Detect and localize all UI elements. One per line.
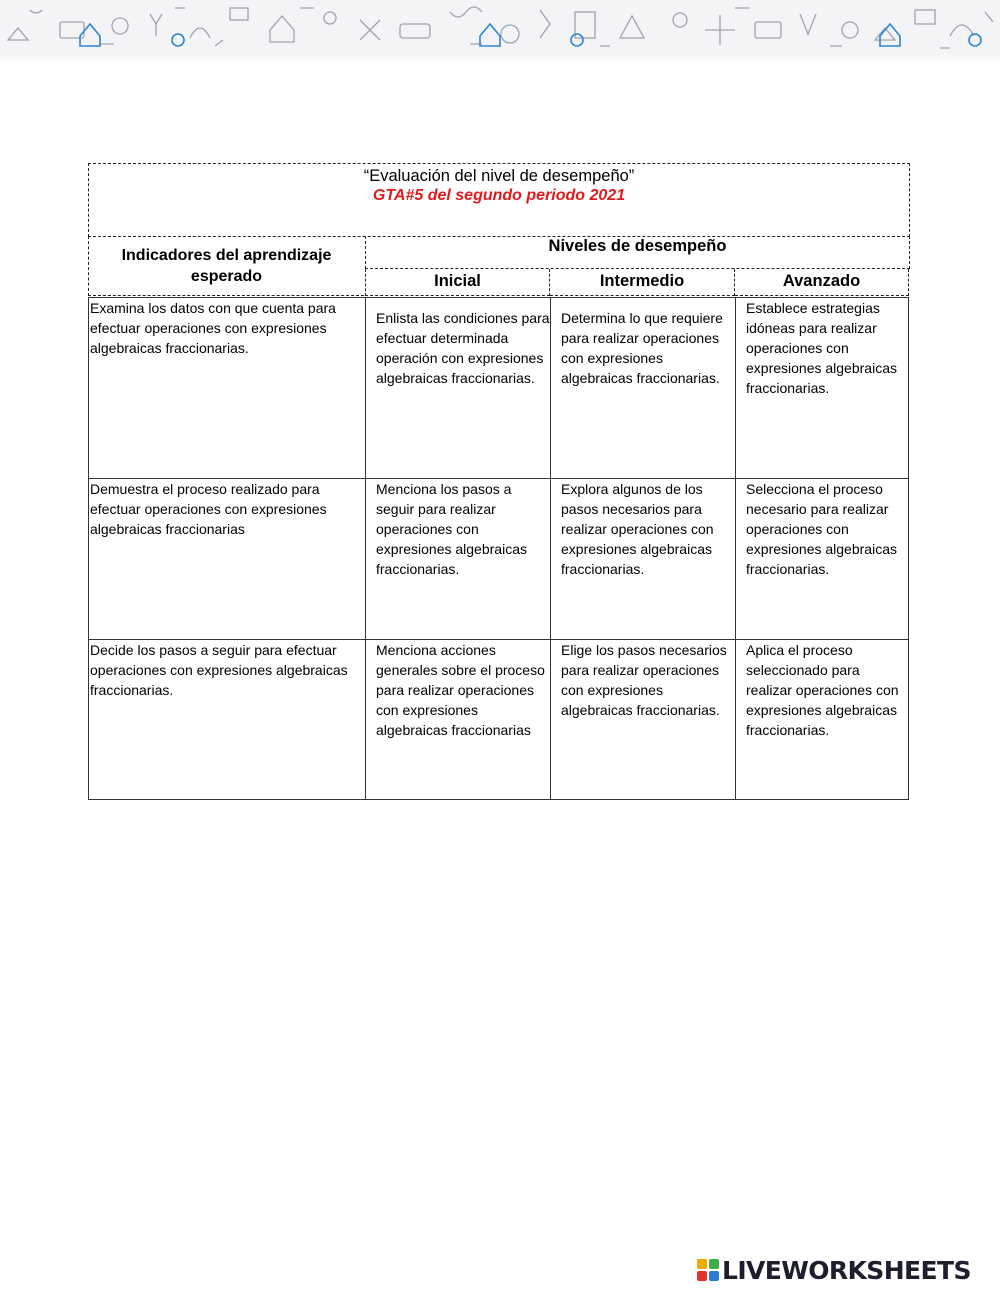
- intermedio-cell: [551, 479, 736, 640]
- avanzado-cell: [736, 298, 909, 479]
- title-box: [88, 163, 910, 237]
- indicator-cell: [89, 479, 366, 640]
- inicial-cell: [366, 298, 551, 479]
- header-level-inicial: Inicial: [365, 269, 550, 296]
- logo-text: LIVEWORKSHEETS: [722, 1255, 971, 1285]
- header-level-avanzado: Avanzado: [735, 269, 909, 296]
- liveworksheets-logo-icon: [697, 1259, 719, 1281]
- intermedio-cell: [551, 298, 736, 479]
- indicator-text: Demuestra el proceso realizado para efectuar operaciones con expresiones algebraicas fraccionarias: [90, 481, 327, 537]
- logo-square-4: [709, 1271, 719, 1281]
- banner-shadow: [0, 52, 1000, 62]
- intermedio-text: Determina lo que requiere para realizar operaciones con expresiones algebraicas fraccionarias.: [561, 310, 723, 386]
- indicator-text: Examina los datos con que cuenta para efectuar operaciones con expresiones algebraicas fraccionarias.: [90, 300, 336, 356]
- header-banner: [0, 0, 1000, 52]
- intermedio-text: Explora algunos de los pasos necesarios para realizar operaciones con expresiones algebraicas fraccionarias.: [561, 481, 714, 577]
- inicial-text: Menciona los pasos a seguir para realizar operaciones con expresiones algebraicas fraccionarias.: [376, 481, 527, 577]
- header-indicators-line1: Indicadores del aprendizaje: [121, 247, 332, 264]
- page-subtitle: GTA#5 del segundo periodo 2021: [372, 187, 626, 204]
- logo-square-1: [697, 1259, 707, 1269]
- avanzado-cell: [736, 640, 909, 800]
- avanzado-cell: [736, 479, 909, 640]
- rubric-grid: [88, 297, 909, 800]
- avanzado-text: Establece estrategias idóneas para realizar operaciones con expresiones algebraicas fraccionarias.: [746, 300, 897, 396]
- avanzado-text: Aplica el proceso seleccionado para realizar operaciones con expresiones algebraicas fraccionarias.: [746, 642, 899, 738]
- intermedio-cell: [551, 640, 736, 800]
- inicial-text: Menciona acciones generales sobre el proceso para realizar operaciones con expresiones algebraicas fraccionarias: [376, 642, 545, 738]
- table-row: [89, 298, 909, 479]
- logo-square-2: [709, 1259, 719, 1269]
- avanzado-text: Selecciona el proceso necesario para realizar operaciones con expresiones algebraicas fraccionarias.: [746, 481, 897, 577]
- table-row: [89, 640, 909, 800]
- header-indicators: [88, 236, 364, 296]
- page-title: “Evaluación del nivel de desempeño”: [363, 167, 635, 185]
- intermedio-text: Elige los pasos necesarios para realizar operaciones con expresiones algebraicas fraccionarias.: [561, 642, 727, 718]
- indicator-text: Decide los pasos a seguir para efectuar operaciones con expresiones algebraicas fraccionarias.: [90, 642, 348, 698]
- indicator-cell: [89, 640, 366, 800]
- header-indicators-line2: esperado: [190, 268, 263, 285]
- header-level-intermedio: Intermedio: [550, 269, 735, 296]
- header-levels: Niveles de desempeño: [365, 236, 910, 269]
- inicial-cell: [366, 640, 551, 800]
- inicial-cell: [366, 479, 551, 640]
- doodle-pattern: [0, 0, 1000, 52]
- liveworksheets-logo[interactable]: [697, 1254, 997, 1286]
- indicator-cell: [89, 298, 366, 479]
- logo-square-3: [697, 1271, 707, 1281]
- inicial-text: Enlista las condiciones para efectuar determinada operación con expresiones algebraicas fraccionarias.: [376, 310, 550, 386]
- table-row: [89, 479, 909, 640]
